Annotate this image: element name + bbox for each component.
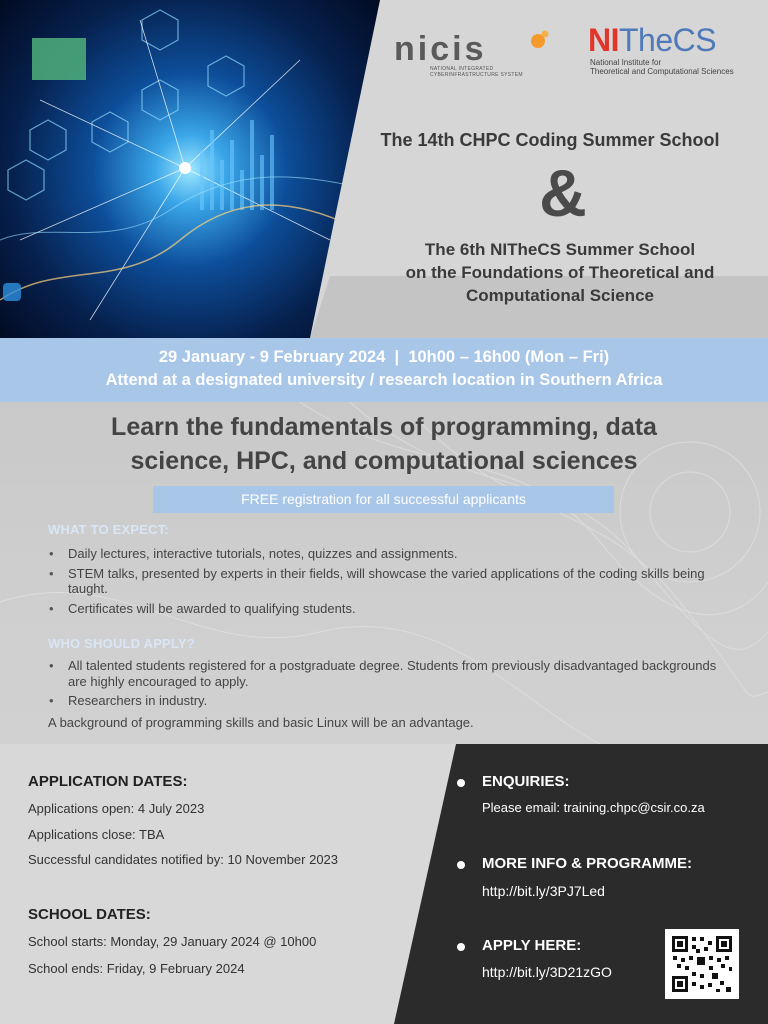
qr-code[interactable] [665, 929, 739, 999]
applications-close-text: Applications close: TBA [28, 827, 165, 842]
candidates-notified-text: Successful candidates notified by: 10 November 2023 [28, 852, 339, 867]
list-item: • Daily lectures, interactive tutorials, notes, quizzes and assignments. [48, 546, 738, 562]
more-info-link[interactable]: http://bit.ly/3PJ7Led [482, 883, 605, 899]
more-info-heading: MORE INFO & PROGRAMME: [482, 855, 692, 872]
nithecs-logo [588, 22, 758, 82]
what-to-expect-heading: WHAT TO EXPECT: [48, 522, 169, 537]
list-item: • Certificates will be awarded to qualifying students. [48, 601, 738, 617]
application-dates-heading: APPLICATION DATES: [28, 773, 188, 790]
nicis-logo [394, 30, 554, 78]
list-item: • Researchers in industry. [48, 693, 738, 709]
who-should-apply-list [48, 658, 738, 713]
nicis-logo-dots-icon [530, 30, 550, 50]
nicis-logo-wordmark: nicis [394, 30, 487, 68]
nithecs-logo-wordmark: NITheCS [588, 22, 717, 58]
main-headline: Learn the fundamentals of programming, data science, HPC, and computational sciences [111, 413, 657, 475]
applications-open-text: Applications open: 4 July 2023 [28, 801, 205, 816]
school-dates-heading: SCHOOL DATES: [28, 906, 151, 923]
who-should-apply-heading: WHO SHOULD APPLY? [48, 636, 195, 651]
title-chpc-summer-school: The 14th CHPC Coding Summer School [380, 130, 720, 150]
free-registration-banner: FREE registration for all successful applicants [153, 486, 614, 513]
what-to-expect-list [48, 546, 738, 620]
event-dates-line: 29 January - 9 February 2024 | 10h00 – 16h00 (Mon – Fri) [158, 348, 610, 366]
apply-here-link[interactable]: http://bit.ly/3D21zGO [482, 964, 612, 980]
nicis-logo-subtitle: NATIONAL INTEGRATED CYBERINFRASTRUCTURE SYSTEM [430, 66, 523, 78]
apply-here-heading: APPLY HERE: [482, 937, 582, 954]
bullet-dot-icon [457, 943, 465, 951]
nithecs-logo-subtitle: National Institute for Theoretical and Computational Sciences [590, 58, 734, 76]
school-start-text: School starts: Monday, 29 January 2024 @ 10h00 [28, 934, 317, 949]
enquiries-email-link[interactable]: Please email: training.chpc@csir.co.za [482, 800, 705, 815]
qr-code-icon [665, 929, 739, 999]
enquiries-heading: ENQUIRIES: [482, 773, 570, 790]
list-item: • All talented students registered for a postgraduate degree. Students from previously disadvantaged backgrounds are highly encouraged to apply. [48, 658, 738, 689]
event-dates-band [0, 338, 768, 402]
event-location-line: Attend at a designated university / research location in Southern Africa [105, 371, 663, 389]
title-ampersand: & [539, 156, 587, 230]
requirements-note: A background of programming skills and basic Linux will be an advantage. [48, 715, 474, 730]
title-nithecs-summer-school: The 6th NITheCS Summer School on the Foundations of Theoretical and Computational Science [405, 240, 715, 305]
bullet-dot-icon [457, 861, 465, 869]
school-end-text: School ends: Friday, 9 February 2024 [28, 961, 245, 976]
list-item: • STEM talks, presented by experts in their fields, will showcase the varied applications of the coding skills being taught. [48, 566, 738, 597]
bullet-dot-icon [457, 779, 465, 787]
